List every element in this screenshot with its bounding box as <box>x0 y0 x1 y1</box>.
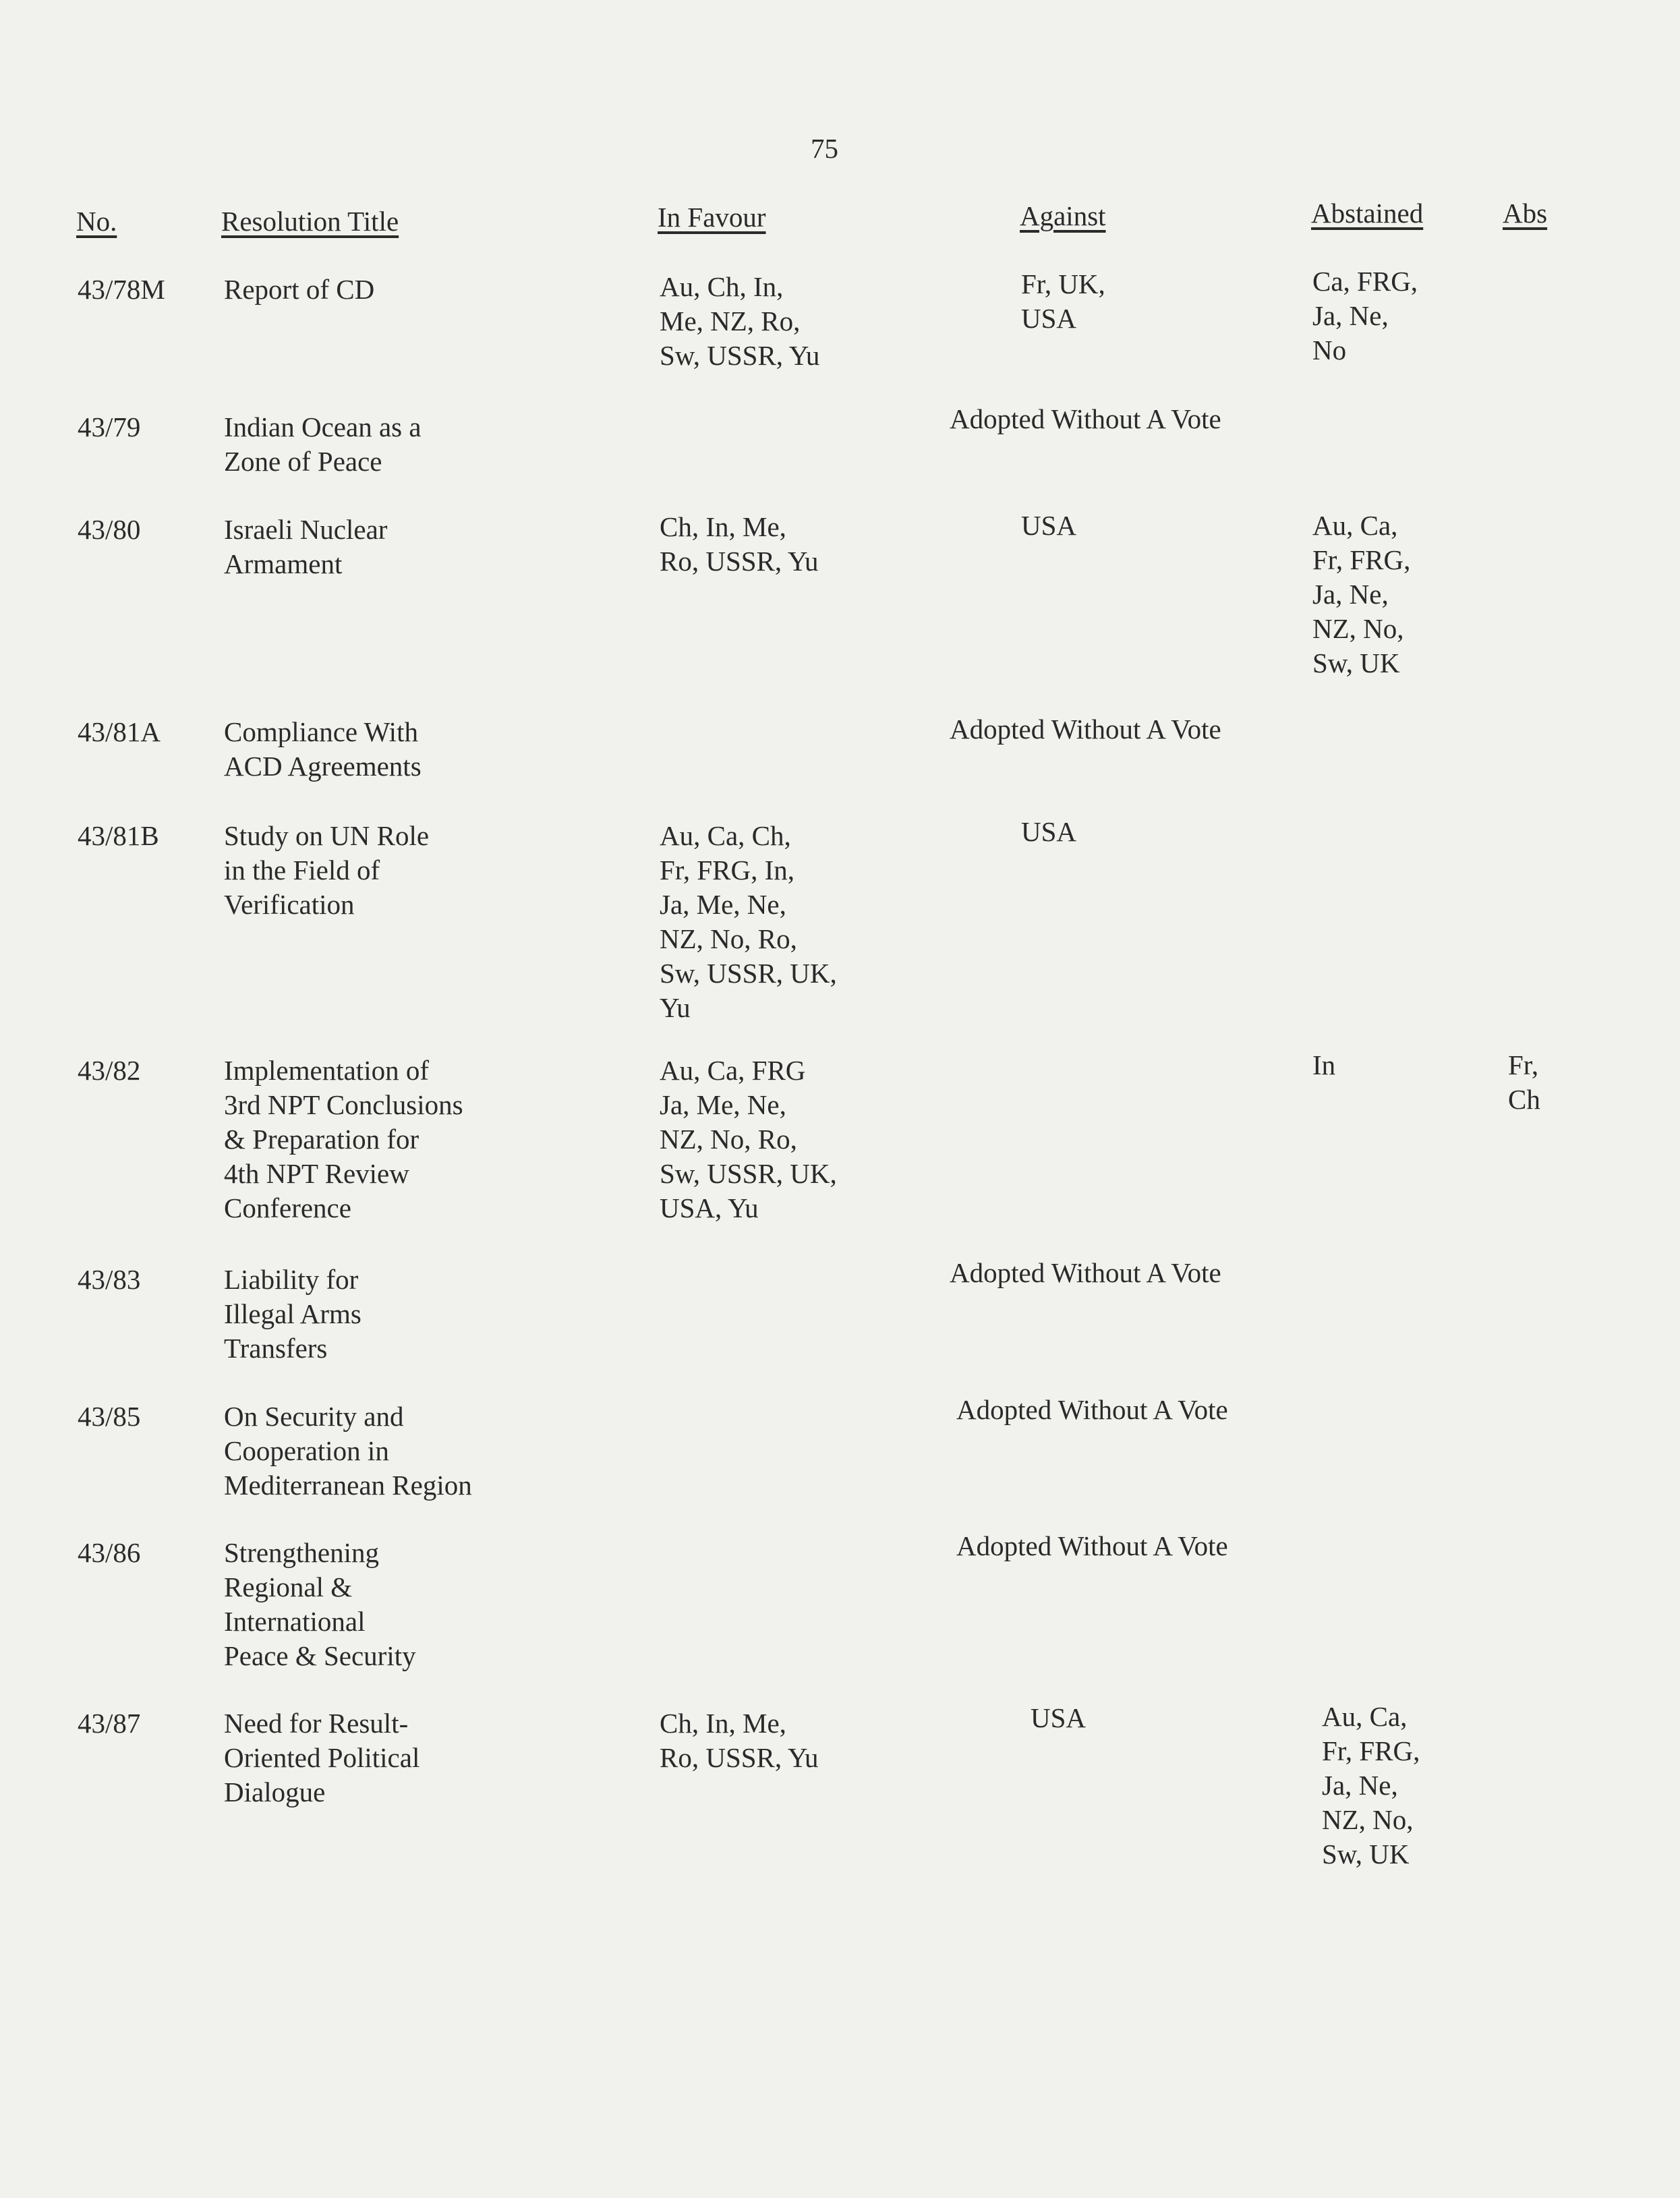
against-list-line: USA <box>1021 303 1077 334</box>
in-favour-list <box>660 1053 837 1225</box>
header-abstained: Abstained <box>1311 198 1424 229</box>
resolution-number: 43/85 <box>78 1401 141 1432</box>
in-favour-list-line: Yu <box>660 992 691 1023</box>
resolution-title-line: 3rd NPT Conclusions <box>224 1089 463 1120</box>
resolution-title-line: Armament <box>224 548 343 579</box>
header-in-favour: In Favour <box>658 202 766 233</box>
resolution-title-line: Mediterranean Region <box>224 1470 472 1501</box>
resolution-title <box>224 1053 463 1225</box>
resolution-title <box>224 1706 419 1810</box>
in-favour-list-line: Au, Ca, FRG <box>660 1055 806 1086</box>
abstained-list <box>1312 264 1418 368</box>
in-favour-list <box>660 270 819 373</box>
header-no: No. <box>76 206 117 237</box>
resolution-number: 43/87 <box>78 1708 141 1739</box>
against-list-line: USA <box>1021 510 1077 541</box>
resolution-title-line: Illegal Arms <box>224 1298 361 1329</box>
in-favour-list-line: Ch, In, Me, <box>660 511 786 542</box>
resolution-title-line: Cooperation in <box>224 1435 389 1466</box>
resolution-title-line: On Security and <box>224 1401 404 1432</box>
resolution-number: 43/86 <box>78 1537 141 1568</box>
header-resolution-title: Resolution Title <box>221 206 399 237</box>
abstained-list-line: Ja, Ne, <box>1322 1770 1398 1801</box>
resolution-title-line: Implementation of <box>224 1055 429 1086</box>
against-list-line: Fr, UK, <box>1021 268 1105 299</box>
resolution-title-line: Peace & Security <box>224 1640 416 1671</box>
abstained-list-line: Fr, FRG, <box>1312 544 1411 575</box>
abstained-list <box>1312 1048 1335 1082</box>
abstained-list-line: NZ, No, <box>1312 613 1404 644</box>
in-favour-list <box>660 510 818 579</box>
in-favour-list-line: Ch, In, Me, <box>660 1708 786 1739</box>
resolution-number: 43/83 <box>78 1264 141 1295</box>
in-favour-list-line: Ja, Me, Ne, <box>660 889 786 920</box>
resolution-title-line: Oriented Political <box>224 1742 420 1773</box>
adopted-note: Adopted Without A Vote <box>950 1257 1221 1288</box>
in-favour-list-line: Fr, FRG, In, <box>660 855 794 886</box>
in-favour-list <box>660 1706 818 1775</box>
resolution-title-line: Zone of Peace <box>224 446 382 477</box>
against-list-line: USA <box>1031 1702 1087 1733</box>
abstained-list <box>1322 1700 1420 1872</box>
resolution-title-line: Regional & <box>224 1571 353 1602</box>
abstained-list-line: Fr, FRG, <box>1322 1735 1420 1766</box>
resolution-number: 43/82 <box>78 1055 141 1086</box>
resolution-title <box>224 272 374 307</box>
against-list <box>1021 815 1076 849</box>
resolution-title <box>224 819 429 922</box>
abstained-list-line: In <box>1312 1049 1336 1080</box>
resolution-title-line: Strengthening <box>224 1537 380 1568</box>
in-favour-list-line: Ro, USSR, Yu <box>660 1742 819 1773</box>
resolution-number: 43/81B <box>78 820 159 851</box>
absent-list-line: Ch <box>1508 1084 1540 1115</box>
abstained-list-line: Au, Ca, <box>1322 1701 1408 1732</box>
in-favour-list-line: Ja, Me, Ne, <box>660 1089 786 1120</box>
abstained-list-line: Au, Ca, <box>1312 510 1398 541</box>
adopted-note: Adopted Without A Vote <box>950 714 1221 745</box>
resolution-title-line: Study on UN Role <box>224 820 430 851</box>
absent-list-line: Fr, <box>1508 1049 1539 1080</box>
resolution-number: 43/79 <box>78 411 141 442</box>
resolution-title <box>224 513 387 581</box>
header-against: Against <box>1020 200 1106 231</box>
absent-list <box>1508 1048 1540 1117</box>
adopted-note: Adopted Without A Vote <box>956 1394 1228 1425</box>
adopted-note: Adopted Without A Vote <box>956 1530 1228 1561</box>
resolution-title-line: & Preparation for <box>224 1124 419 1155</box>
resolution-title-line: Report of CD <box>224 274 375 305</box>
abstained-list-line: Ja, Ne, <box>1312 579 1389 610</box>
resolution-title-line: International <box>224 1606 366 1637</box>
resolution-title <box>224 1263 361 1366</box>
in-favour-list-line: NZ, No, Ro, <box>660 1124 797 1155</box>
against-list <box>1031 1701 1086 1735</box>
resolution-title <box>224 715 422 784</box>
resolution-title-line: Conference <box>224 1192 351 1223</box>
in-favour-list-line: Sw, USSR, Yu <box>660 340 820 371</box>
resolution-title-line: Verification <box>224 889 355 920</box>
resolution-title <box>224 1399 472 1503</box>
against-list <box>1021 509 1076 543</box>
abstained-list-line: Ca, FRG, <box>1312 266 1418 297</box>
abstained-list-line: Sw, UK <box>1322 1839 1410 1870</box>
resolution-title-line: Israeli Nuclear <box>224 514 388 545</box>
resolution-title-line: ACD Agreements <box>224 751 422 782</box>
resolution-title-line: Indian Ocean as a <box>224 411 422 442</box>
abstained-list-line: NZ, No, <box>1322 1804 1414 1835</box>
header-abs: Abs <box>1503 198 1548 229</box>
resolution-title-line: Compliance With <box>224 716 418 747</box>
resolution-number: 43/80 <box>78 514 141 545</box>
resolution-title <box>224 410 422 479</box>
resolution-title-line: in the Field of <box>224 855 380 886</box>
in-favour-list-line: NZ, No, Ro, <box>660 923 797 954</box>
page-number: 75 <box>811 133 838 164</box>
resolution-title-line: Transfers <box>224 1333 328 1364</box>
in-favour-list <box>660 819 837 1025</box>
abstained-list-line: No <box>1312 335 1347 366</box>
adopted-note: Adopted Without A Vote <box>950 403 1221 434</box>
against-list <box>1021 267 1105 336</box>
abstained-list-line: Ja, Ne, <box>1312 300 1389 331</box>
resolution-title-line: Liability for <box>224 1264 359 1295</box>
resolution-title-line: 4th NPT Review <box>224 1158 409 1189</box>
in-favour-list-line: Sw, USSR, UK, <box>660 1158 837 1189</box>
abstained-list <box>1312 509 1410 681</box>
in-favour-list-line: Sw, USSR, UK, <box>660 958 837 989</box>
resolution-title-line: Dialogue <box>224 1776 326 1807</box>
in-favour-list-line: Ro, USSR, Yu <box>660 546 819 577</box>
in-favour-list-line: Au, Ca, Ch, <box>660 820 791 851</box>
resolution-number: 43/81A <box>78 716 161 747</box>
in-favour-list-line: USA, Yu <box>660 1192 759 1223</box>
in-favour-list-line: Au, Ch, In, <box>660 271 784 302</box>
resolution-title-line: Need for Result- <box>224 1708 409 1739</box>
resolution-title <box>224 1536 416 1673</box>
resolution-number: 43/78M <box>78 274 165 305</box>
in-favour-list-line: Me, NZ, Ro, <box>660 306 801 337</box>
against-list-line: USA <box>1021 816 1077 847</box>
abstained-list-line: Sw, UK <box>1312 647 1400 678</box>
